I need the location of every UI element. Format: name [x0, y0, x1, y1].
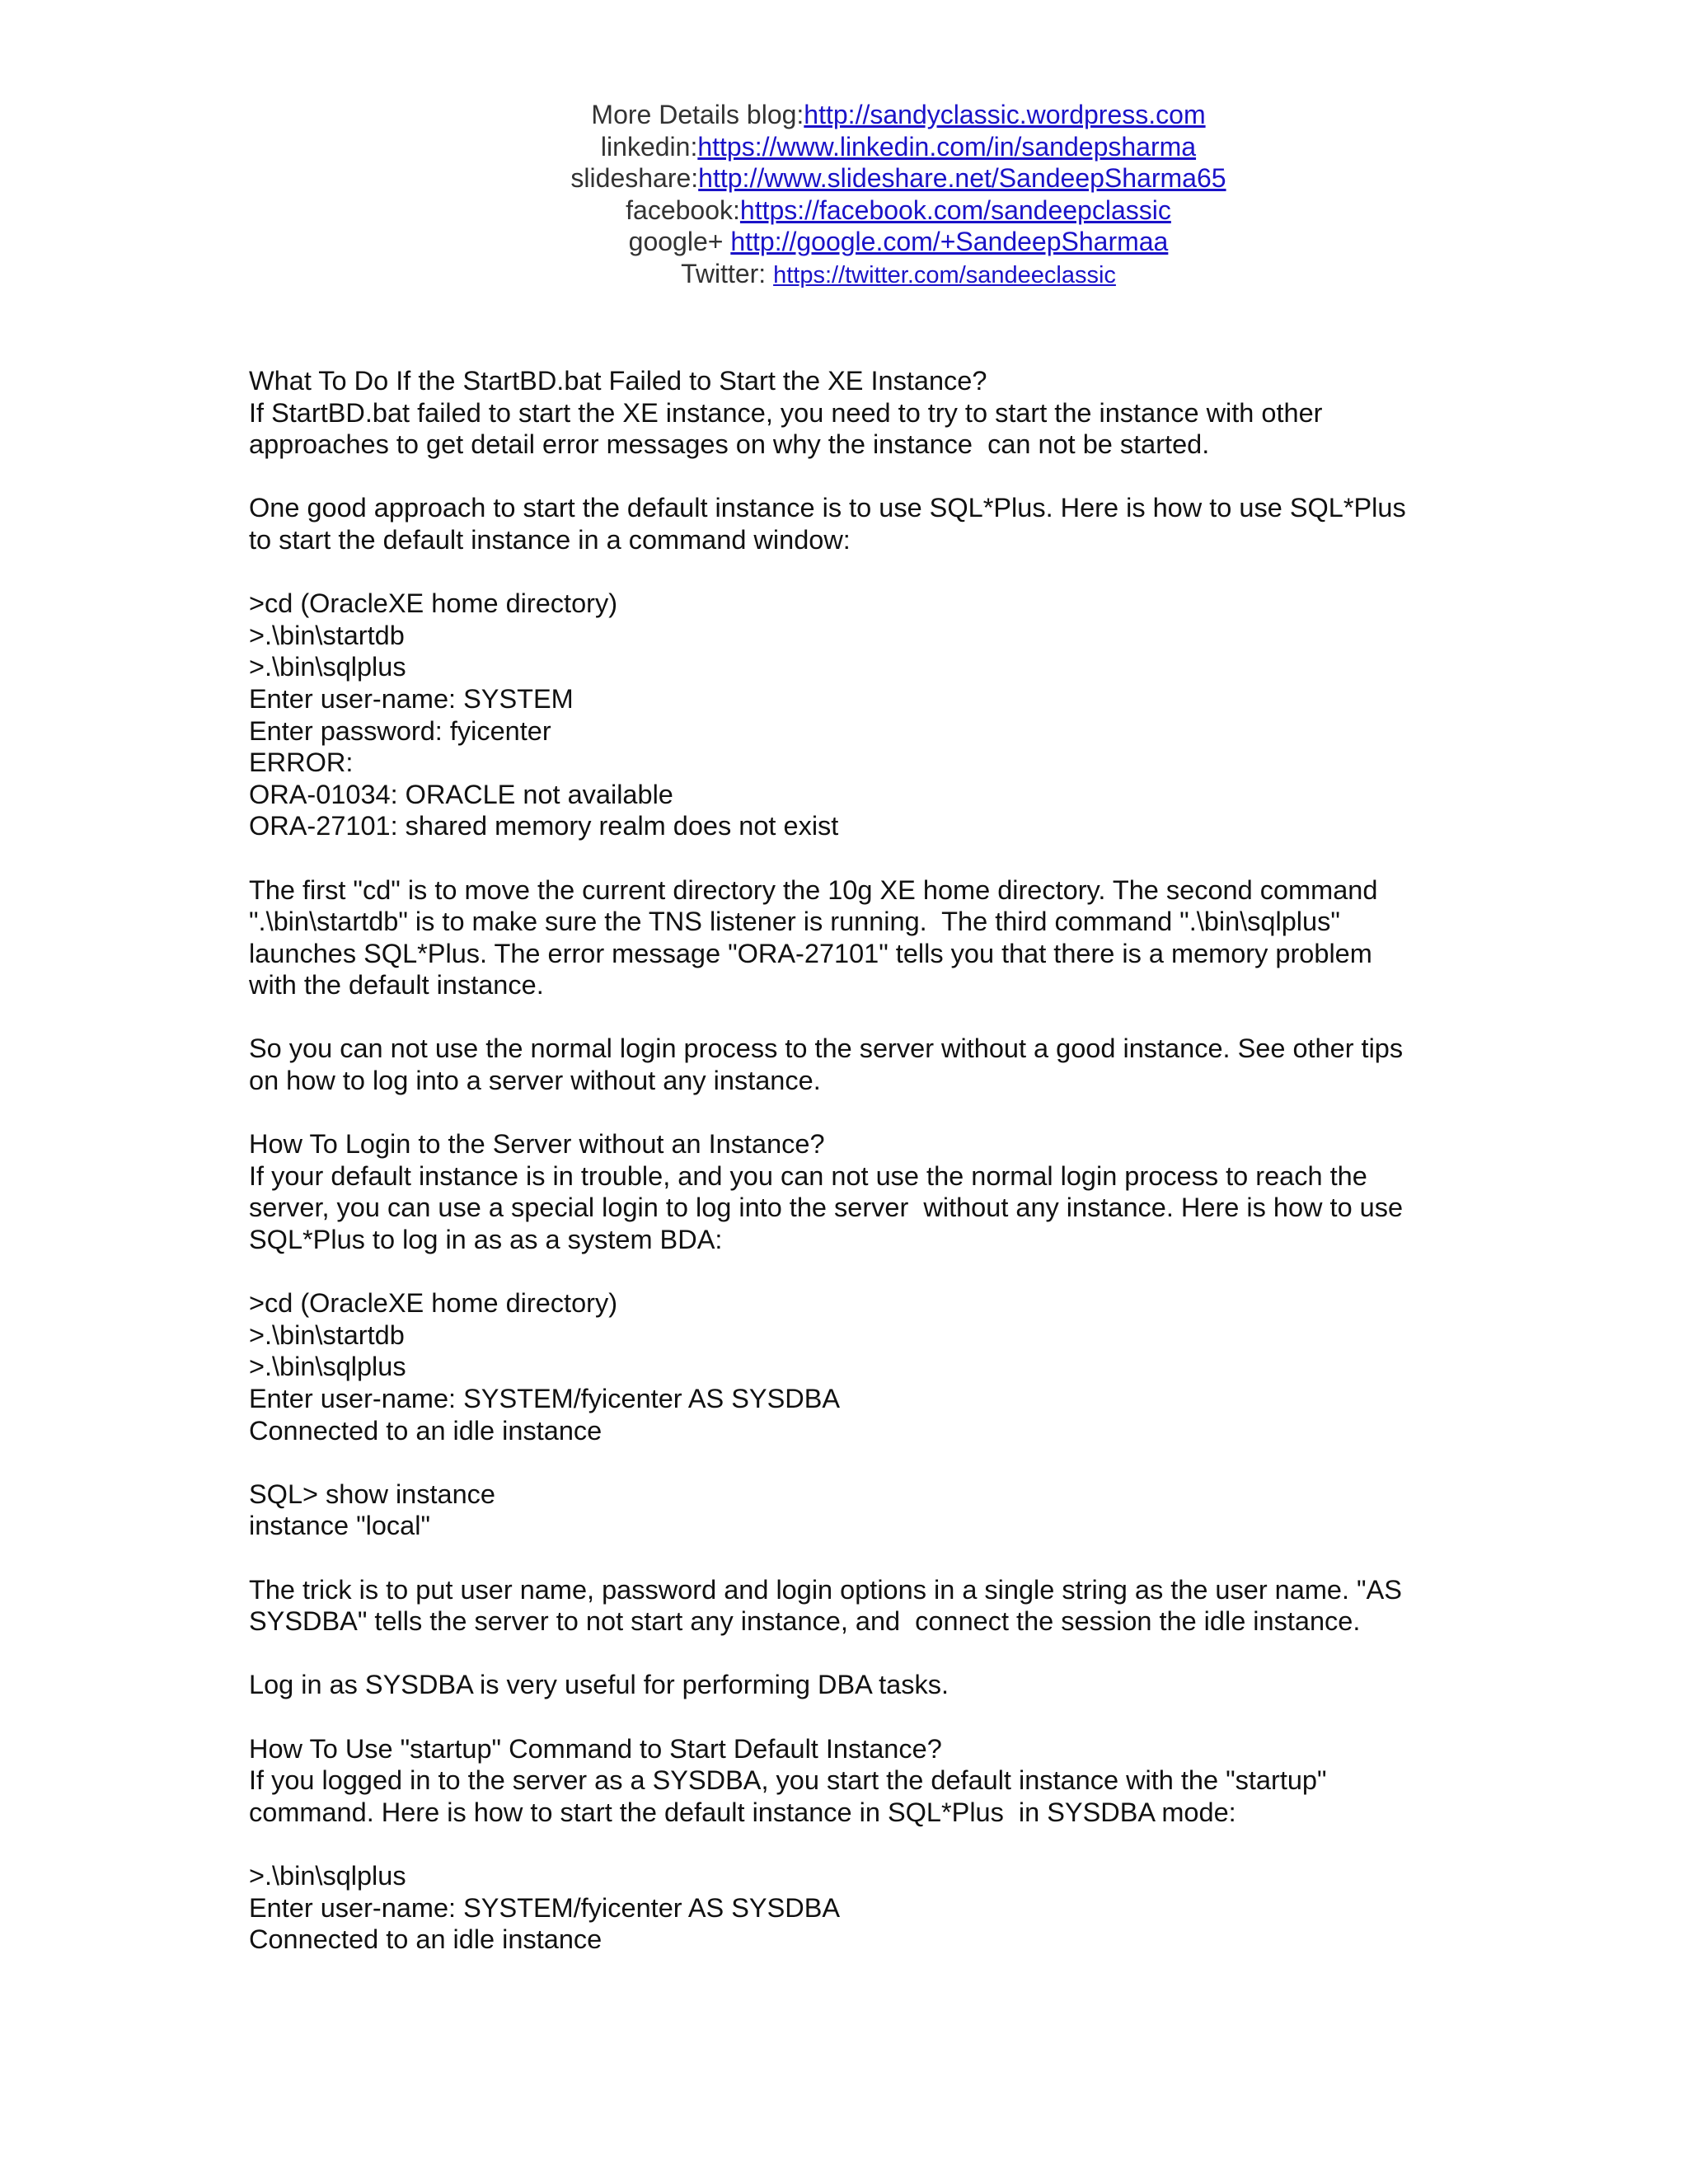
twitter-link[interactable]: https://twitter.com/sandeeclassic	[773, 261, 1116, 288]
text-line: How To Login to the Server without an Instance?	[249, 1129, 825, 1160]
text-line: >cd (OracleXE home directory)	[249, 1288, 618, 1319]
contact-links-header	[0, 99, 1688, 292]
text-line: ".\bin\startdb" is to make sure the TNS listener is running. The third command ".\bin\sqlplus"	[249, 907, 1340, 937]
twitter-label: Twitter:	[681, 258, 774, 288]
text-line: >.\bin\startdb	[249, 620, 405, 650]
blank-line	[249, 1256, 1485, 1288]
text-line: If you logged in to the server as a SYSDBA, you start the default instance with the "startup"	[249, 1765, 1327, 1796]
document-body	[249, 365, 1485, 1956]
blank-line	[249, 1001, 1485, 1033]
text-line: How To Use "startup" Command to Start Default Instance?	[249, 1733, 942, 1764]
text-line: >.\bin\sqlplus	[249, 1352, 406, 1382]
text-line: SYSDBA" tells the server to not start any instance, and connect the session the idle instance.	[249, 1606, 1361, 1637]
blank-line	[249, 1638, 1485, 1670]
text-line: Connected to an idle instance	[249, 1415, 603, 1446]
text-line: What To Do If the StartBD.bat Failed to Start the XE Instance?	[249, 366, 987, 396]
text-line: Enter password: fyicenter	[249, 715, 551, 746]
text-line: Connected to an idle instance	[249, 1924, 603, 1955]
text-line: >.\bin\sqlplus	[249, 1860, 406, 1891]
linkedin-line	[109, 131, 1688, 163]
text-line: So you can not use the normal login process to the server without a good instance. See other tips	[249, 1033, 1404, 1064]
text-line: instance "local"	[249, 1511, 430, 1541]
google-plus-line	[109, 226, 1688, 258]
google-plus-label: google+	[628, 227, 731, 257]
slideshare-label: slideshare:	[570, 163, 699, 194]
blank-line	[249, 1542, 1485, 1574]
text-line: launches SQL*Plus. The error message "ORA-27101" tells you that there is a memory problem	[249, 938, 1372, 968]
text-line: Enter user-name: SYSTEM	[249, 683, 574, 714]
text-line: If your default instance is in trouble, and you can not use the normal login process to reach the	[249, 1160, 1367, 1191]
text-line: ERROR:	[249, 748, 354, 778]
blank-line	[249, 1097, 1485, 1129]
blank-line	[249, 842, 1485, 874]
text-line: If StartBD.bat failed to start the XE instance, you need to try to start the instance with other	[249, 397, 1323, 428]
blank-line	[249, 1701, 1485, 1733]
text-line: >.\bin\sqlplus	[249, 652, 406, 682]
blank-line	[249, 1446, 1485, 1479]
twitter-line	[109, 258, 1688, 292]
text-line: Enter user-name: SYSTEM/fyicenter AS SYSDBA	[249, 1384, 841, 1413]
text-line: The trick is to put user name, password and login options in a single string as the user name. "AS	[249, 1574, 1402, 1605]
text-line: command. Here is how to start the default instance in SQL*Plus in SYSDBA mode:	[249, 1797, 1236, 1827]
text-line: One good approach to start the default instance is to use SQL*Plus. Here is how to use SQL*Plus	[249, 493, 1406, 523]
slideshare-line	[109, 162, 1688, 194]
linkedin-label: linkedin:	[600, 131, 698, 162]
text-line: ORA-01034: ORACLE not available	[249, 779, 673, 809]
text-line: with the default instance.	[249, 970, 544, 1001]
text-line: >.\bin\startdb	[249, 1319, 405, 1350]
text-line: SQL> show instance	[249, 1479, 495, 1509]
facebook-label: facebook:	[626, 194, 740, 225]
text-line: on how to log into a server without any instance.	[249, 1066, 821, 1096]
text-line: server, you can use a special login to log into the server without any instance. Here is how to use	[249, 1193, 1404, 1223]
slideshare-link[interactable]: http://www.slideshare.net/SandeepSharma65	[698, 163, 1226, 194]
blog-link[interactable]: http://sandyclassic.wordpress.com	[804, 100, 1206, 129]
facebook-link[interactable]: https://facebook.com/sandeepclassic	[739, 194, 1171, 225]
text-line: SQL*Plus to log in as as a system BDA:	[249, 1225, 723, 1255]
text-line: ORA-27101: shared memory realm does not exist	[249, 811, 839, 841]
blank-line	[249, 556, 1485, 588]
text-line: to start the default instance in a command window:	[249, 524, 851, 555]
blog-label: More Details blog:	[591, 100, 804, 129]
text-line: Log in as SYSDBA is very useful for performing DBA tasks.	[249, 1670, 949, 1700]
linkedin-link[interactable]: https://www.linkedin.com/in/sandepsharma	[697, 131, 1197, 162]
text-line: The first "cd" is to move the current directory the 10g XE home directory. The second command	[249, 874, 1378, 905]
google-plus-link[interactable]: http://google.com/+SandeepSharmaa	[730, 227, 1169, 257]
blank-line	[249, 461, 1485, 493]
blank-line	[249, 1828, 1485, 1860]
text-line: approaches to get detail error messages on why the instance can not be started.	[249, 429, 1210, 460]
blog-line	[109, 99, 1688, 131]
text-line: >cd (OracleXE home directory)	[249, 588, 618, 619]
facebook-line	[109, 194, 1688, 227]
text-line: Enter user-name: SYSTEM/fyicenter AS SYSDBA	[249, 1892, 841, 1923]
